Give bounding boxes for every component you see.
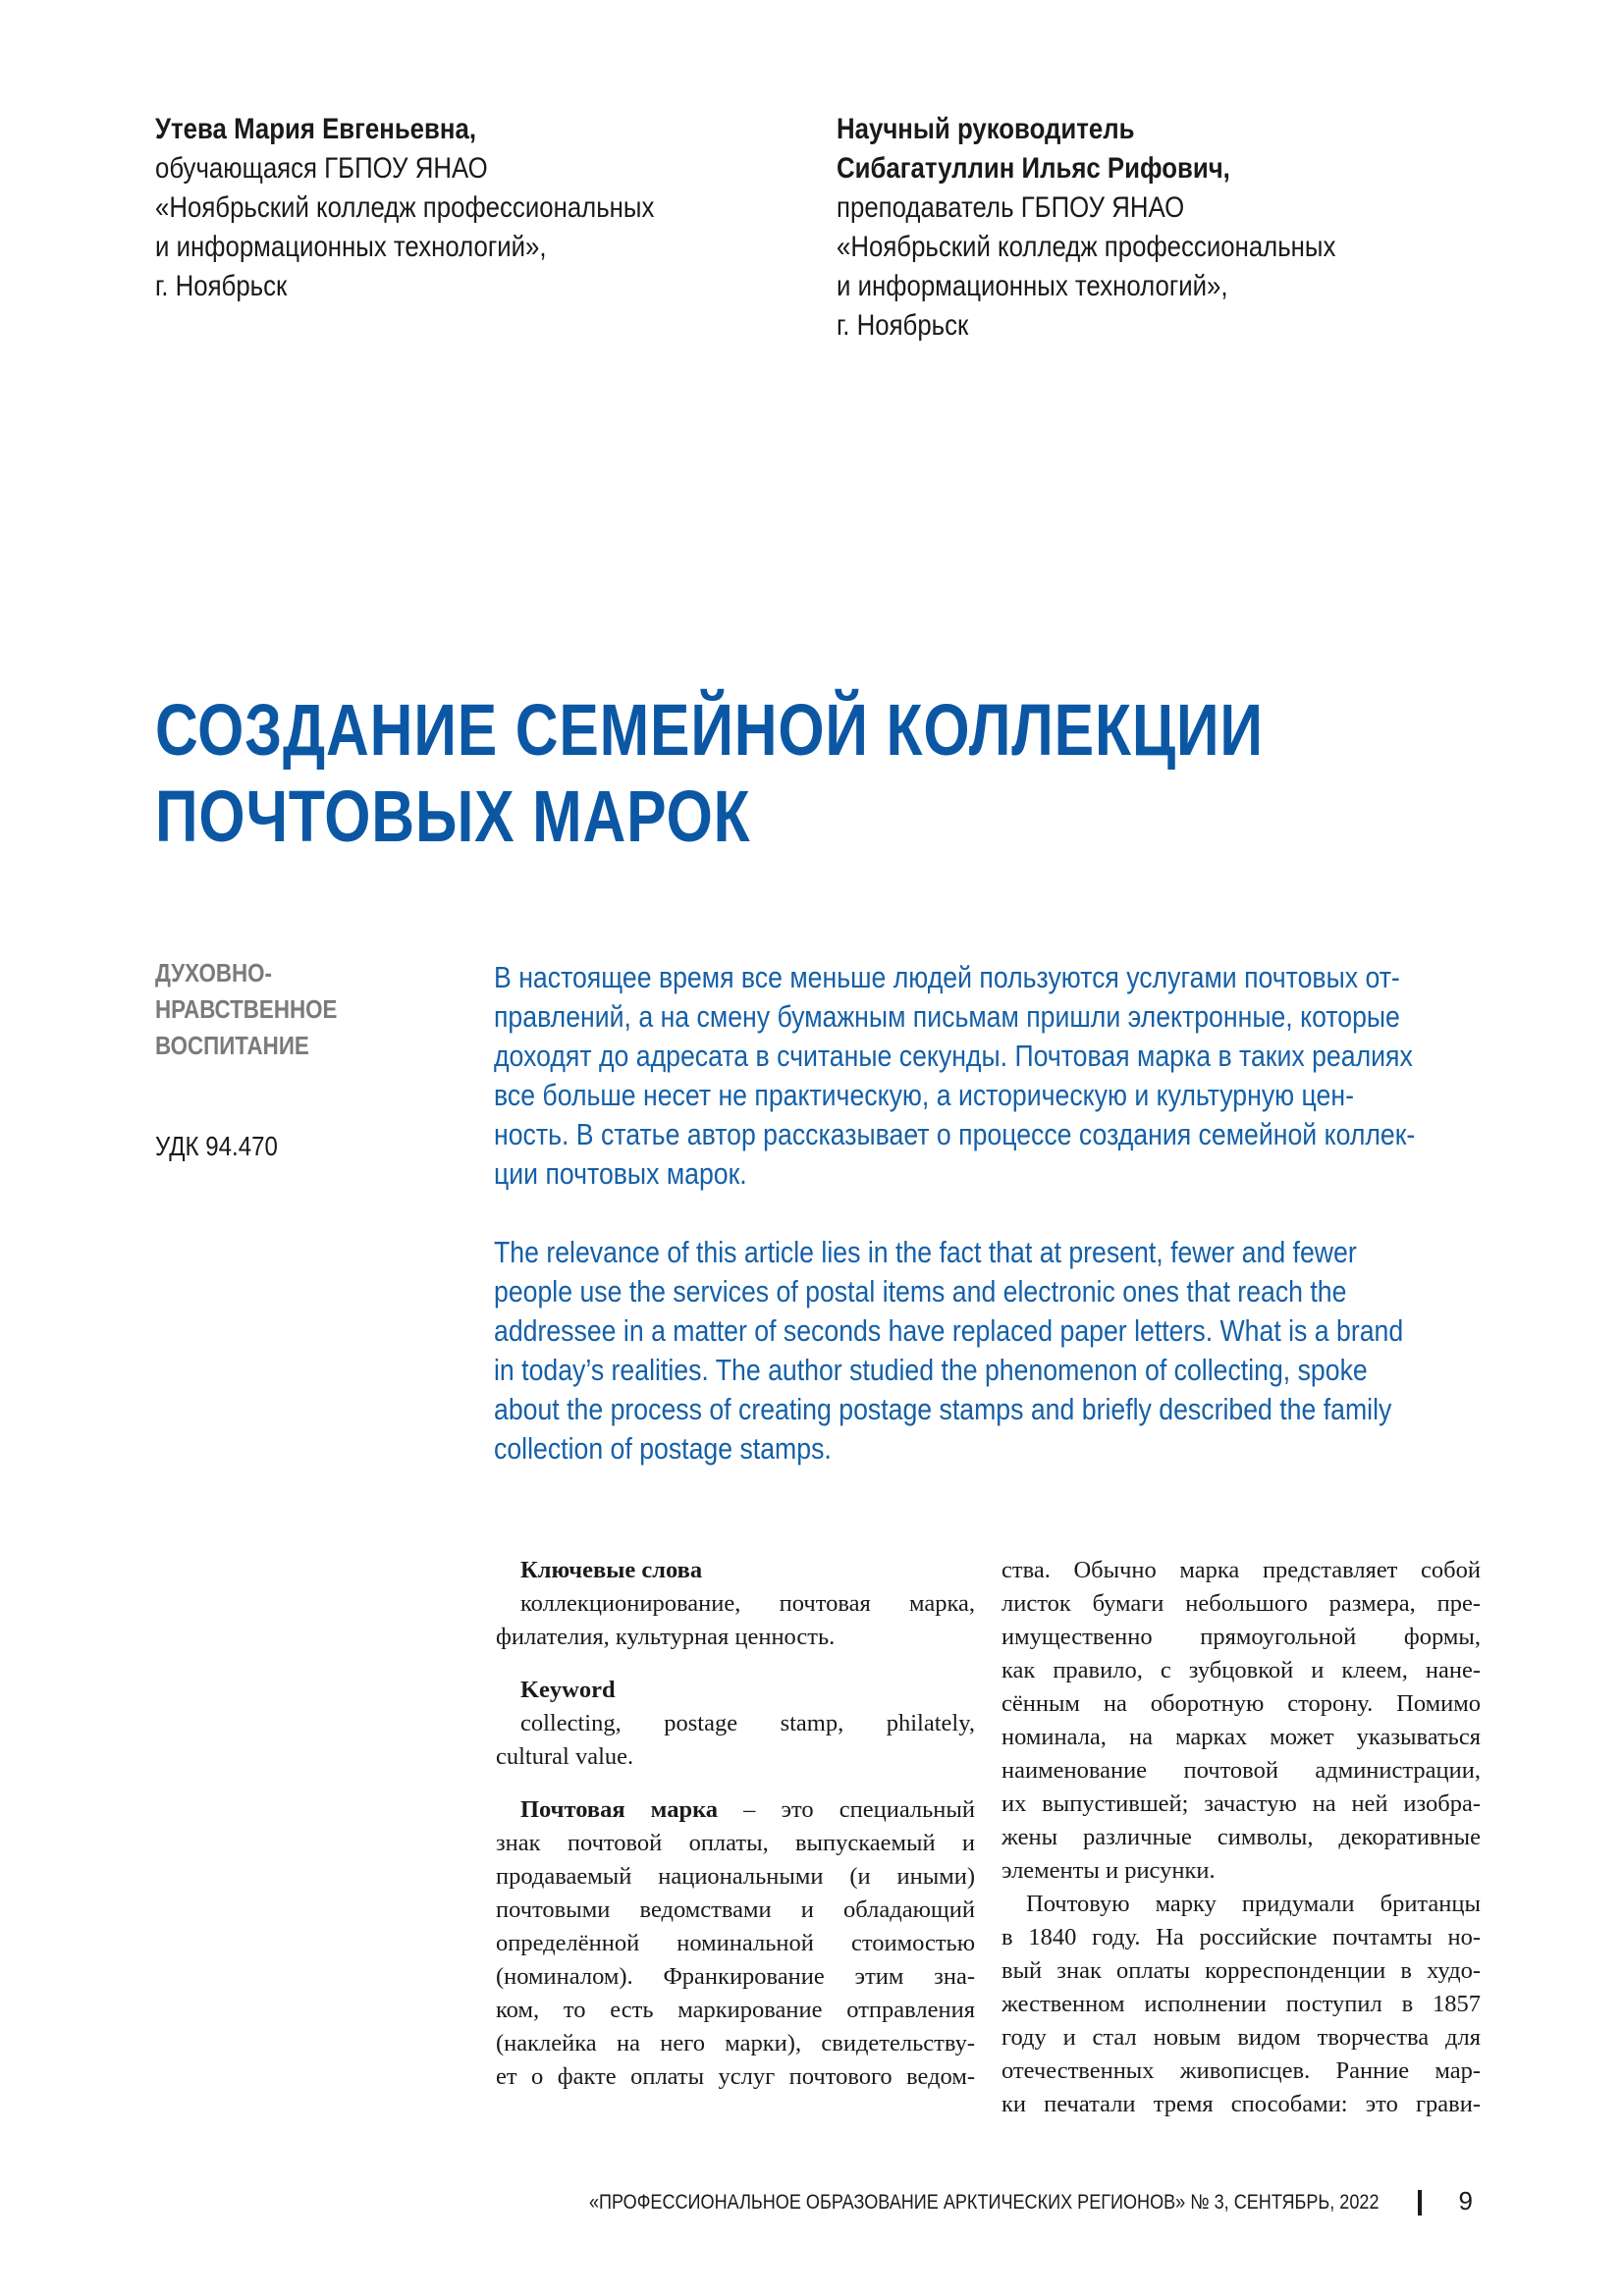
supervisor-affiliation-line: и информационных технологий», — [837, 270, 1228, 302]
definition-start: – это специальный — [718, 1796, 975, 1823]
rubric-label — [155, 955, 337, 1064]
body-line: (номиналом). Франкирование этим зна- — [496, 1963, 975, 1990]
supervisor-city: г. Ноябрьск — [837, 309, 969, 342]
body-paragraph-first-line — [496, 1793, 975, 1827]
author-affiliation-line: и информационных технологий», — [155, 231, 547, 263]
body-line: почтовыми ведомствами и обладающий — [496, 1896, 975, 1923]
article-title-line: ПОЧТОВЫХ МАРОК — [155, 775, 751, 857]
abstract-english — [494, 1233, 1403, 1468]
abstract-line: collection of postage stamps. — [494, 1431, 832, 1466]
body-line: их выпустившей; зачастую на ней изобра- — [1001, 1790, 1481, 1817]
supervisor-affiliation-line: «Ноябрьский колледж профессиональных — [837, 231, 1336, 263]
body-line: номинала, на марках может указываться — [1001, 1724, 1481, 1750]
abstract-line: все больше несет не практическую, а историческую и культурную цен- — [494, 1078, 1354, 1112]
body-line: знак почтовой оплаты, выпускаемый и — [496, 1830, 975, 1856]
keywords-en-line: cultural value. — [496, 1743, 634, 1770]
abstract-line: The relevance of this article lies in the fact that at present, fewer and fewer — [494, 1235, 1357, 1269]
rubric-line: ДУХОВНО- — [155, 958, 272, 988]
keywords-line: филателия, культурная ценность. — [496, 1624, 836, 1650]
footer-divider — [1418, 2190, 1422, 2216]
body-line: отечественных живописцев. Ранние мар- — [1001, 2057, 1481, 2084]
body-line: имущественно прямоугольной формы, — [1001, 1624, 1481, 1650]
journal-name: «ПРОФЕССИОНАЛЬНОЕ ОБРАЗОВАНИЕ АРКТИЧЕСКИХ РЕГИОНОВ» № 3, СЕНТЯБРЬ, 2022 — [588, 2191, 1379, 2214]
author-block-supervisor — [837, 110, 1335, 346]
body-line: ком, то есть маркирование отправления — [496, 1997, 975, 2023]
body-line: продаваемый национальными (и иными) — [496, 1863, 975, 1890]
body-line: ства. Обычно марка представляет собой — [1001, 1557, 1481, 1583]
keywords-heading: Ключевые слова — [520, 1557, 703, 1583]
article-title-line: СОЗДАНИЕ СЕМЕЙНОЙ КОЛЛЕКЦИИ — [155, 689, 1264, 771]
abstract-line: ции почтовых марок. — [494, 1156, 747, 1191]
author-city: г. Ноябрьск — [155, 270, 288, 302]
page-number: 9 — [1458, 2186, 1473, 2216]
author-block-student — [155, 110, 654, 306]
body-column-left — [496, 1554, 975, 2094]
author-name: Утева Мария Евгеньевна, — [155, 113, 476, 145]
udk-code: УДК 94.470 — [155, 1131, 278, 1161]
keywords-en-line: collecting, postage stamp, philately, — [520, 1710, 975, 1736]
rubric-line: НРАВСТВЕННОЕ — [155, 994, 338, 1024]
author-affiliation-line: обучающаяся ГБПОУ ЯНАО — [155, 152, 488, 185]
author-affiliation-line: «Ноябрьский колледж профессиональных — [155, 191, 655, 224]
defined-term: Почтовая марка — [520, 1796, 719, 1823]
abstract-line: правлений, а на смену бумажным письмам пришли электронные, которые — [494, 999, 1400, 1034]
body-line: жены различные символы, декоративные — [1001, 1824, 1481, 1850]
supervisor-name: Сибагатуллин Ильяс Рифович, — [837, 152, 1230, 185]
rubric-line: ВОСПИТАНИЕ — [155, 1031, 309, 1060]
body-line: как правило, с зубцовкой и клеем, нане- — [1001, 1657, 1481, 1683]
body-line: в 1840 году. На российские почтамты но- — [1001, 1924, 1481, 1950]
body-line: Почтовую марку придумали британцы — [1026, 1891, 1481, 1917]
body-line: листок бумаги небольшого размера, пре- — [1001, 1590, 1481, 1617]
abstract-line: in today’s realities. The author studied the phenomenon of collecting, spoke — [494, 1353, 1368, 1387]
abstract-line: доходят до адресата в считаные секунды. Почтовая марка в таких реалиях — [494, 1039, 1413, 1073]
body-line: (наклейка на него марки), свидетельству- — [496, 2030, 975, 2056]
supervisor-affiliation-line: преподаватель ГБПОУ ЯНАО — [837, 191, 1185, 224]
body-line: ет о факте оплаты услуг почтового ведом- — [496, 2063, 975, 2090]
article-title — [155, 687, 1264, 860]
supervisor-role: Научный руководитель — [837, 113, 1135, 145]
abstract-russian — [494, 958, 1415, 1194]
body-line: сённым на оборотную сторону. Помимо — [1001, 1690, 1481, 1717]
body-line: определённой номинальной стоимостью — [496, 1930, 975, 1956]
body-line: наименование почтовой администрации, — [1001, 1757, 1481, 1784]
abstract-line: people use the services of postal items and electronic ones that reach the — [494, 1274, 1347, 1308]
keywords-line: коллекционирование, почтовая марка, — [520, 1590, 975, 1617]
body-line: жественном исполнении поступил в 1857 — [1001, 1991, 1481, 2017]
body-column-right — [1001, 1554, 1481, 2121]
body-line: ки печатали тремя способами: это грави- — [1001, 2091, 1481, 2117]
abstract-line: В настоящее время все меньше людей пользуются услугами почтовых от- — [494, 960, 1400, 994]
body-line: вый знак оплаты корреспонденции в худо- — [1001, 1957, 1481, 1984]
abstract-line: about the process of creating postage stamps and briefly described the family — [494, 1392, 1392, 1426]
page-footer — [491, 2184, 1473, 2223]
keywords-en-heading: Keyword — [520, 1677, 616, 1703]
body-line: году и стал новым видом творчества для — [1001, 2024, 1481, 2051]
body-line: элементы и рисунки. — [1001, 1857, 1216, 1884]
abstract-line: addressee in a matter of seconds have replaced paper letters. What is a brand — [494, 1313, 1404, 1348]
abstract-line: ность. В статье автор рассказывает о процессе создания семейной коллек- — [494, 1117, 1416, 1151]
